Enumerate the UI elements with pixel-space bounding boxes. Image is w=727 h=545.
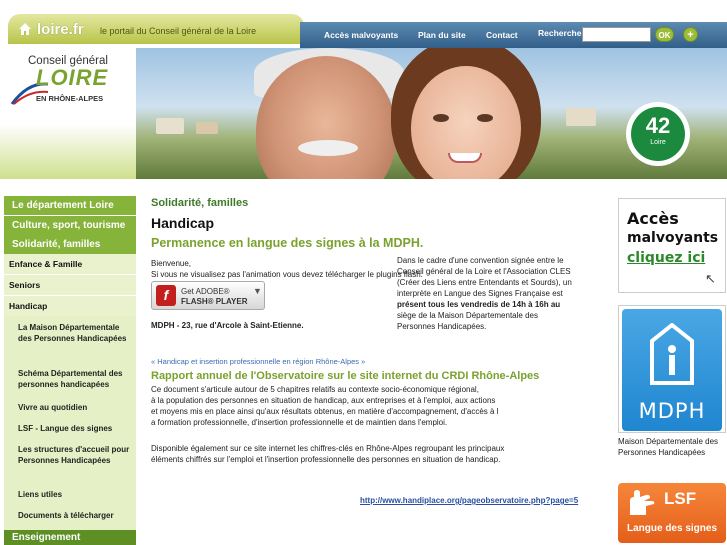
subnav-item-lsf[interactable]: LSF - Langue des signes — [18, 424, 113, 433]
photo-banner — [136, 48, 727, 179]
nav-enfance-famille[interactable]: Enfance & Famille — [4, 254, 136, 274]
nav-contact[interactable]: Contact — [486, 30, 518, 40]
convention-line: Conseil général de la Loire et l'Association CLES — [397, 267, 571, 276]
page-title: Handicap — [151, 215, 215, 231]
brand-line2[interactable]: LOIRE — [36, 65, 109, 90]
intro-line: Si vous ne visualisez pas l'animation vous devez télécharger le plugins flash. — [151, 270, 423, 279]
brand-fade — [0, 124, 136, 179]
mdph-banner[interactable] — [618, 305, 726, 433]
lsf-banner[interactable] — [618, 483, 726, 543]
nav-acces-malvoyants[interactable]: Accès malvoyants — [324, 30, 399, 40]
badge-inner — [631, 107, 685, 161]
rapport-paragraph-1 — [151, 384, 601, 428]
download-arrow-icon: ▼ — [253, 286, 262, 296]
girl-eye — [433, 114, 449, 122]
convention-bold-hours: de 14h à 16h au — [500, 300, 561, 309]
hand-sign-icon — [626, 489, 656, 517]
convention-line: interprète en Langue des Signes Française est — [397, 289, 563, 298]
flash-icon: f — [156, 285, 176, 306]
brand-line3: EN RHÔNE-ALPES — [36, 94, 104, 103]
nav-plan-du-site[interactable]: Plan du site — [418, 30, 466, 40]
subnav-item-structures[interactable]: Les structures d'accueil pour Personnes Handicapées — [18, 445, 130, 465]
page-subheading: Permanence en langue des signes à la MDPH. — [151, 236, 424, 250]
acces-line2: malvoyants — [627, 230, 719, 246]
acces-malvoyants-box[interactable] — [618, 198, 726, 293]
mdph-address: MDPH - 23, rue d'Arcole à Saint-Etienne. — [151, 321, 304, 330]
convention-line: Dans le cadre d'une convention signée entre le — [397, 256, 564, 265]
subnav-item-schema[interactable]: Schéma Départemental des personnes handicapées — [18, 369, 123, 389]
subnav-item-vivre[interactable]: Vivre au quotidien — [18, 403, 88, 412]
nav-handicap[interactable]: Handicap — [4, 296, 136, 316]
plus-button[interactable]: + — [683, 27, 698, 42]
home-icon[interactable] — [18, 22, 32, 36]
subnav-item-liens[interactable]: Liens utiles — [18, 490, 63, 499]
search-label: Recherche — [538, 28, 582, 38]
mdph-caption: Maison Départementale des Personnes Handicapées — [618, 437, 719, 457]
nav-enseignement[interactable]: Enseignement — [4, 530, 136, 545]
flash-line1: Get ADOBE® — [181, 287, 230, 296]
mdph-text: MDPH — [638, 399, 706, 423]
rapport-line: a formation professionnelle, d'insertion professionnelle et de maintien dans l'emploi. — [151, 418, 448, 427]
search-ok-button[interactable]: OK — [655, 27, 674, 42]
subnav-item-mdph[interactable]: La Maison Départementale des Personnes Handicapées — [18, 323, 127, 343]
convention-line: siège de la Maison Départementale des — [397, 311, 538, 320]
flash-line2: FLASH® PLAYER — [181, 297, 248, 306]
nav-solidarite-familles[interactable]: Solidarité, familles — [4, 235, 136, 254]
acces-cliquez-ici[interactable]: cliquez ici — [627, 250, 706, 266]
rapport-line: et moyens mis en place ainsi qu'aux résultats obtenus, en matière d'accompagnement, d'accès à l — [151, 407, 499, 416]
rapport-paragraph-2 — [151, 443, 601, 465]
man-moustache — [298, 140, 358, 156]
girl-eye — [477, 114, 493, 122]
rapport-line: Ce document s'articule autour de 5 chapitres relatifs au contexte socio-économique régional, — [151, 385, 479, 394]
lsf-text: LSF — [664, 489, 697, 508]
nav-seniors[interactable]: Seniors — [4, 275, 136, 295]
background-house — [156, 118, 184, 134]
convention-bold: présent tous les vendredis — [397, 300, 499, 309]
site-logo[interactable]: loire.fr — [37, 21, 84, 38]
girl-mouth — [448, 153, 482, 163]
brand-line1: Conseil général — [28, 55, 108, 67]
get-flash-player-button[interactable] — [151, 281, 265, 310]
badge-number: 42 — [645, 113, 671, 138]
site-tagline: le portail du Conseil général de la Loire — [100, 26, 257, 36]
observatoire-url-link[interactable]: http://www.handiplace.org/pageobservatoire.php?page=5 — [360, 496, 579, 505]
rapport-line: à la population des personnes en situation de handicap, aux entreprises et à l'emploi, aux actions — [151, 396, 496, 405]
convention-line: (Créer des Liens entre Entendants et Sourds), un — [397, 278, 572, 287]
badge-sub: Loire — [650, 139, 666, 146]
intro-line: Bienvenue, — [151, 259, 192, 268]
convention-text — [397, 255, 609, 332]
intro-text — [151, 258, 423, 280]
lsf-sub: Langue des signes — [626, 523, 718, 534]
subnav-item-documents[interactable]: Documents à télécharger — [18, 511, 114, 520]
search-input[interactable] — [582, 27, 651, 42]
convention-line-bold — [397, 299, 609, 310]
brand-panel — [0, 48, 136, 179]
rapport-line: Disponible également sur ce site internet les chiffres-clés en Rhône-Alpes regroupant les principaux — [151, 444, 505, 453]
convention-line: Personnes Handicapées. — [397, 322, 487, 331]
background-house — [196, 122, 218, 134]
loire-42-badge[interactable] — [626, 102, 690, 166]
breadcrumb[interactable]: Solidarité, familles — [151, 197, 249, 209]
handicap-insertion-link[interactable]: « Handicap et insertion professionnelle en région Rhône-Alpes » — [151, 357, 366, 366]
mdph-inner — [622, 309, 722, 431]
background-house — [566, 108, 596, 126]
cursor-arrow-icon: ↖ — [705, 271, 716, 286]
mdph-house-icon — [650, 323, 694, 385]
nav-culture-sport-tourisme[interactable]: Culture, sport, tourisme — [4, 216, 136, 235]
top-bar — [0, 0, 727, 48]
nav-departement-loire[interactable]: Le département Loire — [4, 196, 136, 215]
acces-line1: Accès — [627, 209, 679, 228]
rapport-line: éléments chiffrés sur l'emploi et l'insertion professionnelle des personnes en situation de handicap. — [151, 455, 501, 464]
rapport-title: Rapport annuel de l'Observatoire sur le site internet du CRDI Rhône-Alpes — [151, 370, 540, 382]
